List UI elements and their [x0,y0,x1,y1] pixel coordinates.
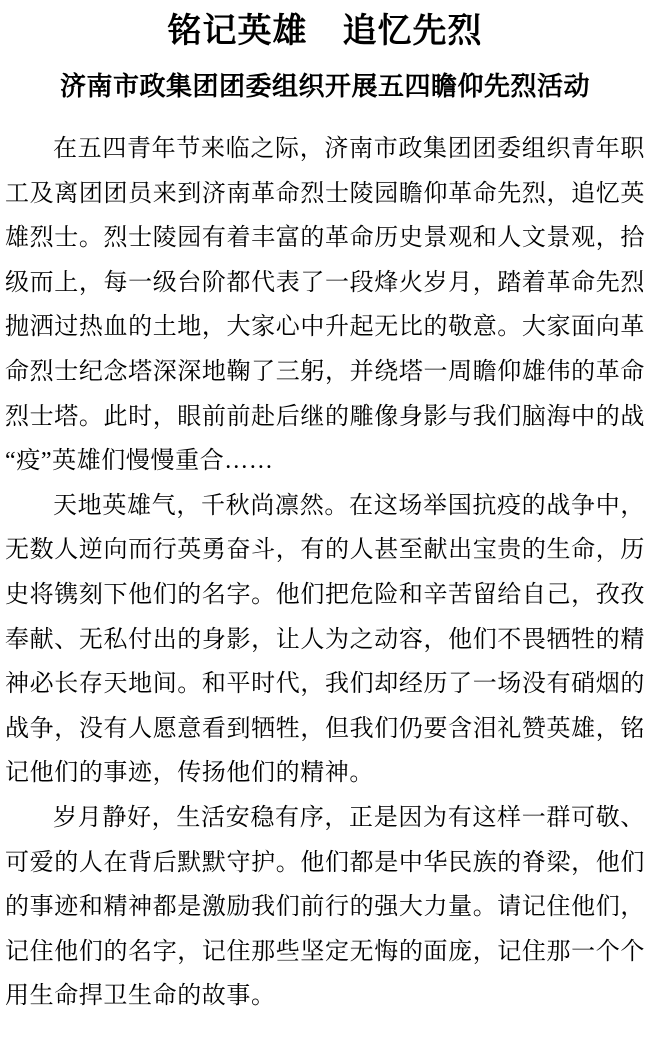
page-subtitle: 济南市政集团团委组织开展五四瞻仰先烈活动 [59,72,590,101]
body-paragraph-2: 天地英雄气，千秋尚凛然。在这场举国抗疫的战争中，无数人逆向而行英勇奋斗，有的人甚至献出宝贵的生命，历史将镌刻下他们的名字。他们把危险和辛苦留给自己，孜孜奉献、无私付出的身影，让人为之动容，他们不畏牺牲的精神必长存天地间。和平时代，我们却经历了一场没有硝烟的战争，没有人愿意看到牺牲，但我们仍要含泪礼赞英雄，铭记他们的事迹，传扬他们的精神。 [5,492,645,787]
page-title: 铭记英雄 追忆先烈 [167,13,483,50]
body-paragraph-3: 岁月静好，生活安稳有序，正是因为有这样一群可敬、可爱的人在背后默默守护。他们都是中华民族的脊梁，他们的事迹和精神都是激励我们前行的强大力量。请记住他们，记住他们的名字，记住那些坚定无悔的面庞，记住那一个个用生命捍卫生命的故事。 [5,804,645,1010]
body-paragraph-1: 在五四青年节来临之际，济南市政集团团委组织青年职工及离团团员来到济南革命烈士陵园瞻仰革命先烈，追忆英雄烈士。烈士陵园有着丰富的革命历史景观和人文景观，拾级而上，每一级台阶都代表了一段烽火岁月，踏着革命先烈抛洒过热血的土地，大家心中升起无比的敬意。大家面向革命烈士纪念塔深深地鞠了三躬，并绕塔一周瞻仰雄伟的革命烈士塔。此时，眼前前赴后继的雕像身影与我们脑海中的战“疫”英雄们慢慢重合…… [5,136,645,475]
document-body [0,127,650,1019]
